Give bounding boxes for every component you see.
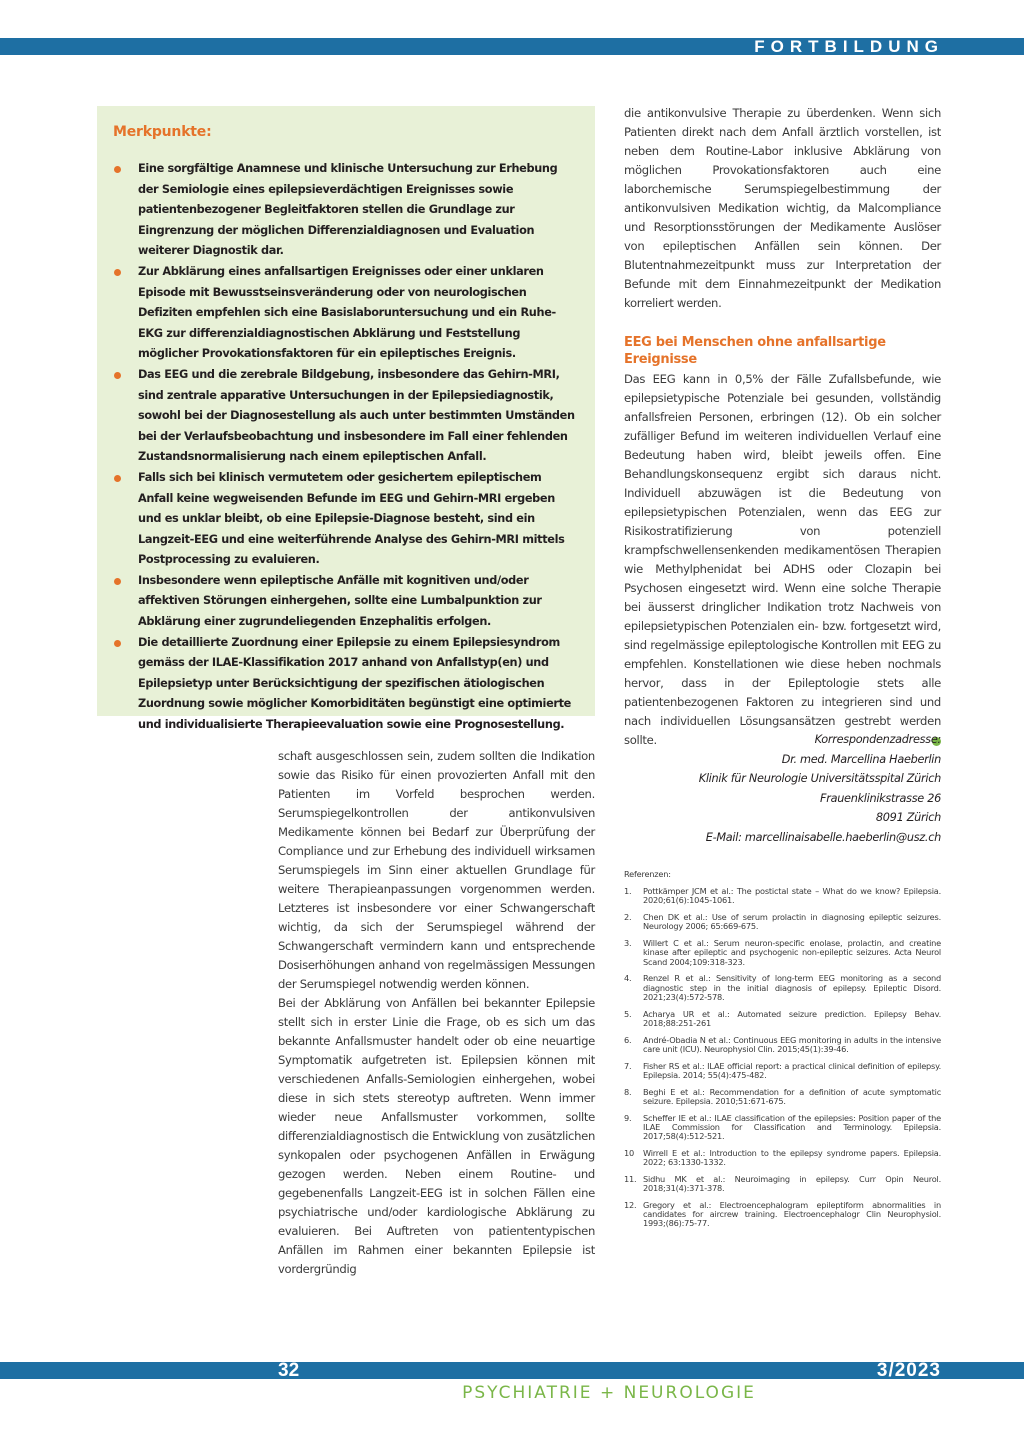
address-clinic: Klinik für Neurologie Universitätsspital Zürich [698, 772, 941, 785]
reference-item: 1. Pottkämper JCM et al.: The postictal state – What do we know? Epilepsia. 2020;61(6):1045-1061. [624, 886, 941, 906]
merkpunkt-item: Insbesondere wenn epileptische Anfälle mit kognitiven und/oder affektiven Störungen einhergehen, sollte eine Lumbalpunktion zur Abklärung einer zugrundeliegenden Enzephalitis erfolgen. [113, 571, 579, 633]
reference-item: 3. Willert C et al.: Serum neuron-specific enolase, prolactin, and creatine kinase after epileptic and psychogenic non-epileptic seizures. Acta Neurol Scand 2004;109:318-323. [624, 938, 941, 967]
reference-item: 5. Acharya UR et al.: Automated seizure prediction. Epilepsy Behav. 2018;88:251-261 [624, 1008, 941, 1028]
address-city: 8091 Zürich [875, 811, 941, 824]
address-label: Korrespondenzadresse: [814, 733, 941, 746]
merkpunkte-list [113, 159, 579, 736]
reference-item: 8. Beghi E et al.: Recommendation for a definition of acute symptomatic seizure. Epilepsia. 2010;51:671-675. [624, 1086, 941, 1106]
merkpunkt-item: Eine sorgfältige Anamnese und klinische Untersuchung zur Erhebung der Semiologie eines epilepsieverdächtigen Ereignisses sowie patientenbezogener Begleitfaktoren stellen die Grundlage zur Eingrenzung der möglichen Differenzialdiagnosen und Evaluation weiterer Diagnostik dar. [113, 159, 579, 262]
lower-column [278, 747, 595, 1279]
journal-name: PSYCHIATRIE + NEUROLOGIE [462, 1383, 756, 1403]
reference-item: 12. Gregory et al.: Electroencephalogram epileptiform abnormalities in candidates for aircrew training. Electroencephalogr Clin Neurophysiol. 1993;(86):75-77. [624, 1199, 941, 1229]
correspondence-address [624, 730, 941, 847]
issue-number: 3/2023 [876, 1360, 941, 1381]
bullet-dot-icon [114, 269, 121, 276]
merkpunkt-item: Das EEG und die zerebrale Bildgebung, insbesondere das Gehirn-MRI, sind zentrale apparative Untersuchungen in der Epilepsiediagnostik, sowohl bei der Diagnosestellung als auch unter bestimmten Umständen bei der Verlaufsbeobachtung und insbesondere im Fall einer fehlenden Zustandsnormalisierung nach einem epileptischen Anfall. [113, 365, 579, 468]
bullet-dot-icon [114, 372, 121, 379]
reference-item: 9. Scheffer IE et al.: ILAE classification of the epilepsies: Position paper of the ILAE Commission for Classification and Terminology. Epilepsia. 2017;58(4):512-521. [624, 1112, 941, 1142]
merkpunkt-item: Zur Abklärung eines anfallsartigen Ereignisses oder einer unklaren Episode mit Bewusstseinsveränderung oder von neurologischen Defiziten empfehlen sich eine Basislaboruntersuchung und ein Ruhe-EKG zur differenzialdiagnostischen Abklärung und Feststellung möglicher Provokationsfaktoren für ein epileptisches Ereignis. [113, 262, 579, 365]
reference-item: 4. Renzel R et al.: Sensitivity of long-term EEG monitoring as a second diagnostic step in the initial diagnosis of epilepsy. Epileptic Disord. 2021;23(4):572-578. [624, 973, 941, 1002]
bullet-dot-icon [114, 475, 121, 482]
right-column [624, 104, 941, 750]
merkpunkt-item: Falls sich bei klinisch vermutetem oder gesichertem epileptischem Anfall keine wegweisenden Befunde im EEG und Gehirn-MRI ergeben und es unklar bleibt, ob eine Epilepsie-Diagnose besteht, sind ein Langzeit-EEG und eine weiterführende Analyse des Gehirn-MRI mittels Postprocessing zu evaluieren. [113, 468, 579, 571]
section-heading: EEG bei Menschen ohne anfallsartige Ereignisse [624, 335, 886, 367]
page-number: 32 [278, 1360, 300, 1381]
bullet-dot-icon [114, 166, 121, 173]
address-email[interactable]: E-Mail: marcellinaisabelle.haeberlin@usz.ch [705, 830, 941, 844]
reference-item: 10 Wirrell E et al.: Introduction to the epilepsy syndrome papers. Epilepsia. 2022; 63:1330-1332. [624, 1147, 941, 1168]
address-street: Frauenklinikstrasse 26 [820, 791, 941, 805]
body-paragraph: schaft ausgeschlossen sein, zudem sollten die Indikation sowie das Risiko für einen provozierten Anfall mit den Patienten im Vorfeld besprochen werden. Serumspiegelkontrollen der antikonvulsiven Medikamente können bei Bedarf zur Überprüfung der Compliance und zur Erhebung des individuell wirksamen Serumspiegels im Sinn einer aktuellen Grundlage für weitere Therapieanpassungen vorgenommen werden. Letzteres ist insbesondere vor einer Schwangerschaft wichtig, da sich der Serumspiegel während der Schwangerschaft vermindern kann und entsprechende Dosiserhöhungen anhand von regelmässigen Messungen der Serumspiegel notwendig werden können. [278, 749, 595, 991]
bullet-dot-icon [114, 578, 121, 585]
reference-item: 11. Sidhu MK et al.: Neuroimaging in epilepsy. Curr Opin Neurol. 2018;31(4):371-378. [624, 1173, 941, 1194]
address-name: Dr. med. Marcellina Haeberlin [781, 752, 941, 766]
footer-bar [0, 1362, 1024, 1379]
body-paragraph: Das EEG kann in 0,5% der Fälle Zufallsbefunde, wie epilepsietypische Potenziale bei gesunden, vollständig anfallsfreien Personen, erbringen (12). Ob ein solcher zufälliger Befund im weiteren individuellen Verlauf eine Bedeutung haben wird, bleibt jeweils offen. Eine Behandlungskonsequenz ergibt sich daraus nicht. Individuell abzuwägen ist die Bedeutung von epilepsietypischen Potenzialen, wenn das EEG zur Risikostratifizierung von potenziell krampfschwellensenkenden medikamentösen Therapien wie Methylphenidat bei ADHS oder Clozapin bei Psychosen eingesetzt wird. Wenn eine solche Therapie bei äusserst dringlicher Indikation trotz Nachweis von epilepsietypischen Potenzialen ein- bzw. fortgesetzt wird, sind regelmässige epileptologische Kontrollen mit EEG zu empfehlen. Konstellationen wie diese heben nochmals hervor, dass in der Epileptologie stets alle patientenbezogenen Faktoren zu integrieren sind und nach individuellen Lösungsansätzen gestrebt werden sollte. [624, 372, 941, 747]
reference-item: 7. Fisher RS et al.: ILAE official report: a practical clinical definition of epilepsy. Epilepsia. 2014; 55(4):475-482. [624, 1060, 941, 1080]
body-paragraph: Bei der Abklärung von Anfällen bei bekannter Epilepsie stellt sich in erster Linie die Frage, ob es sich um das bekannte Anfallsmuster handelt oder ob eine neuartige Symptomatik aufgetreten ist. Epilepsien können mit verschiedenen Anfalls-Semiologien einhergehen, wobei diese in sich stets stereotyp auftreten. Wenn immer wieder neue Anfallsmuster vorkommen, sollte differenzialdiagnostisch die Entwicklung von zusätzlichen synkopalen oder psychogenen Anfällen in Erwägung gezogen werden. Neben einem Routine- und gegebenenfalls Langzeit-EEG ist in solchen Fällen eine psychiatrische und/oder kardiologische Abklärung zu evaluieren. Bei Auftreten von patiententypischen Anfällen im Rahmen einer bekannten Epilepsie ist vordergründig [278, 996, 595, 1276]
merkpunkte-title: Merkpunkte: [113, 124, 212, 140]
merkpunkt-item: Die detaillierte Zuordnung einer Epilepsie zu einem Epilepsiesyndrom gemäss der ILAE-Klassifikation 2017 anhand von Anfallstyp(en) und Epilepsietyp unter Berücksichtigung der spezifischen ätiologischen Zuordnung sowie möglicher Komorbiditäten begünstigt eine optimierte und individualisierte Therapieevaluation sowie eine Prognosestellung. [113, 633, 579, 736]
reference-item: 2. Chen DK et al.: Use of serum prolactin in diagnosing epileptic seizures. Neurology 2006; 65:669-675. [624, 912, 941, 932]
reference-item: 6. André-Obadia N et al.: Continuous EEG monitoring in adults in the intensive care unit (ICU). Neurophysiol Clin. 2015;45(1):39-46. [624, 1034, 941, 1054]
header-bar [0, 38, 1024, 55]
references-title: Referenzen: [624, 869, 671, 879]
bullet-dot-icon [114, 640, 121, 647]
body-paragraph: die antikonvulsive Therapie zu überdenken. Wenn sich Patienten direkt nach dem Anfall ärztlich vorstellen, ist neben dem Routine-Labor inklusive Abklärung von möglichen Provokationsfaktoren auch eine laborchemische Serumspiegelbestimmung der antikonvulsiven Medikation wichtig, da Malcompliance und Resorptionsstörungen der Medikamente Auslöser von epileptischen Anfällen sein können. Der Blutentnahmezeitpunkt muss zur Interpretation der Befunde mit dem Einnahmezeitpunkt der Medikation korreliert werden. [624, 106, 941, 310]
merkpunkte-box [97, 106, 595, 732]
references [624, 870, 941, 1236]
section-title: FORTBILDUNG [754, 37, 944, 56]
